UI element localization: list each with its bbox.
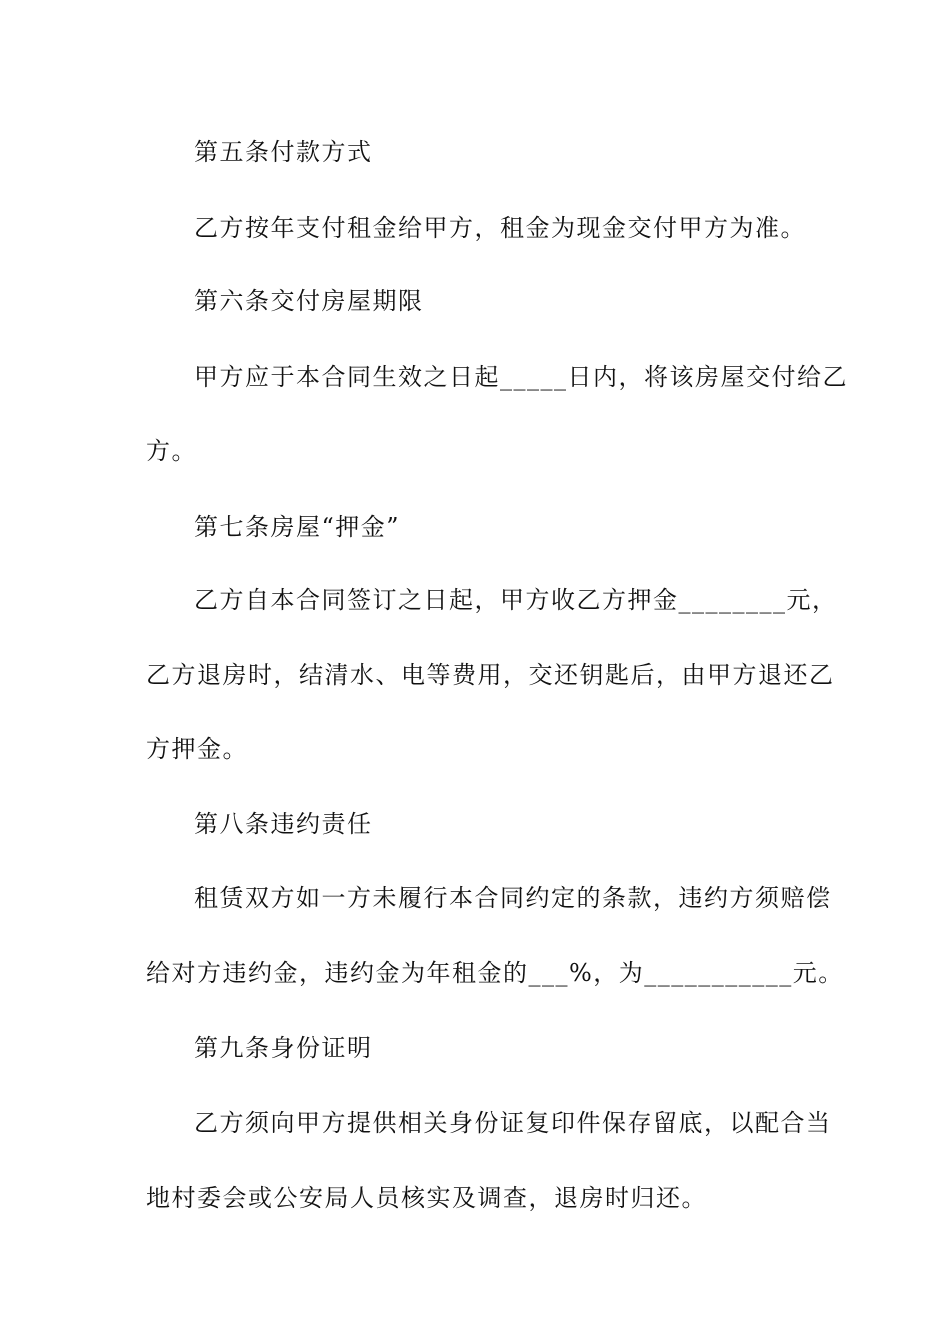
- article-5-heading: 第五条付款方式: [194, 138, 373, 166]
- article-5-text: 乙方按年支付租金给甲方，租金为现金交付甲方为准。: [194, 214, 806, 242]
- article-9-heading: 第九条身份证明: [194, 1034, 373, 1062]
- article-7-text-line-3: 方押金。: [146, 735, 248, 763]
- article-8-text-line-1: 租赁双方如一方未履行本合同约定的条款，违约方须赔偿: [194, 884, 832, 912]
- article-7-text-line-1: 乙方自本合同签订之日起，甲方收乙方押金________元，: [194, 586, 838, 614]
- article-9-text-line-1: 乙方须向甲方提供相关身份证复印件保存留底，以配合当: [194, 1109, 832, 1137]
- article-6-text-line-1: 甲方应于本合同生效之日起_____日内，将该房屋交付给乙: [194, 363, 848, 391]
- article-8-heading: 第八条违约责任: [194, 810, 373, 838]
- article-6-text-line-2: 方。: [146, 437, 197, 465]
- article-6-heading: 第六条交付房屋期限: [194, 287, 424, 315]
- article-8-text-line-2: 给对方违约金，违约金为年租金的___%，为___________元。: [146, 959, 844, 987]
- article-9-text-line-2: 地村委会或公安局人员核实及调查，退房时归还。: [146, 1184, 707, 1212]
- article-7-heading: 第七条房屋“押金”: [194, 513, 401, 541]
- article-7-text-line-2: 乙方退房时，结清水、电等费用，交还钥匙后，由甲方退还乙: [146, 661, 835, 689]
